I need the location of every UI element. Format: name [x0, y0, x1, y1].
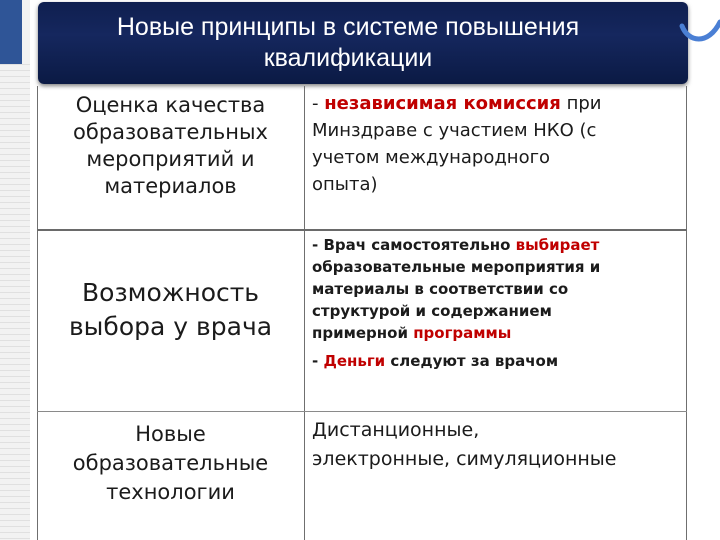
text-fragment: следуют за врачом	[385, 352, 559, 370]
description-line: образовательные мероприятия и	[312, 258, 601, 276]
row-1-label	[37, 92, 304, 200]
row-1-description	[312, 90, 682, 198]
title-line-1: Новые принципы в системе повышения	[116, 13, 580, 41]
dash-prefix: -	[312, 352, 324, 370]
row-2-label	[37, 276, 304, 344]
row-1-label-line: материалов	[104, 174, 237, 198]
row-1-label-line: образовательных	[73, 120, 268, 144]
logo-swoosh-icon	[678, 16, 720, 46]
highlight-keyword: программы	[413, 324, 512, 342]
description-line: материалы в соответствии со	[312, 280, 569, 298]
decorative-blue-bar	[0, 0, 22, 64]
row-3-label-line: образовательные	[72, 451, 269, 475]
row-1-label-line: Оценка качества	[75, 93, 266, 117]
description-line: Минздраве с участием НКО (с	[312, 120, 597, 141]
description-line: опыта)	[312, 174, 378, 195]
decorative-lines	[0, 64, 30, 540]
decorative-left-strip	[0, 0, 30, 540]
title-banner	[38, 2, 688, 84]
text-fragment: - Врач самостоятельно	[312, 236, 516, 254]
text-fragment: примерной	[312, 324, 414, 342]
comparison-table	[37, 86, 687, 540]
row-2-label-line: выбора у врача	[68, 312, 273, 341]
row-divider-2	[37, 411, 687, 412]
slide-title	[88, 12, 608, 74]
row-3-description	[312, 416, 684, 474]
row-3-label-line: Новые	[135, 422, 206, 446]
row-2-description	[312, 234, 682, 372]
row-divider-1	[37, 229, 687, 231]
table-border-right	[686, 86, 687, 540]
highlight-keyword: Деньги	[323, 352, 386, 370]
table-column-divider	[304, 86, 305, 540]
row-1-label-line: мероприятий и	[86, 147, 255, 171]
highlight-keyword: выбирает	[515, 236, 600, 254]
row-3-label	[37, 420, 304, 507]
text-fragment: при	[560, 93, 602, 114]
dash-prefix: -	[312, 93, 325, 114]
description-line: структурой и содержанием	[312, 302, 552, 320]
description-line: электронные, симуляционные	[312, 448, 617, 470]
row-3-label-line: технологии	[106, 480, 235, 504]
highlight-keyword: независимая комиссия	[324, 93, 561, 114]
row-2-label-line: Возможность	[81, 278, 260, 307]
description-line: Дистанционные,	[312, 419, 480, 441]
description-line: учетом международного	[312, 147, 551, 168]
title-line-2: квалификации	[263, 44, 433, 72]
